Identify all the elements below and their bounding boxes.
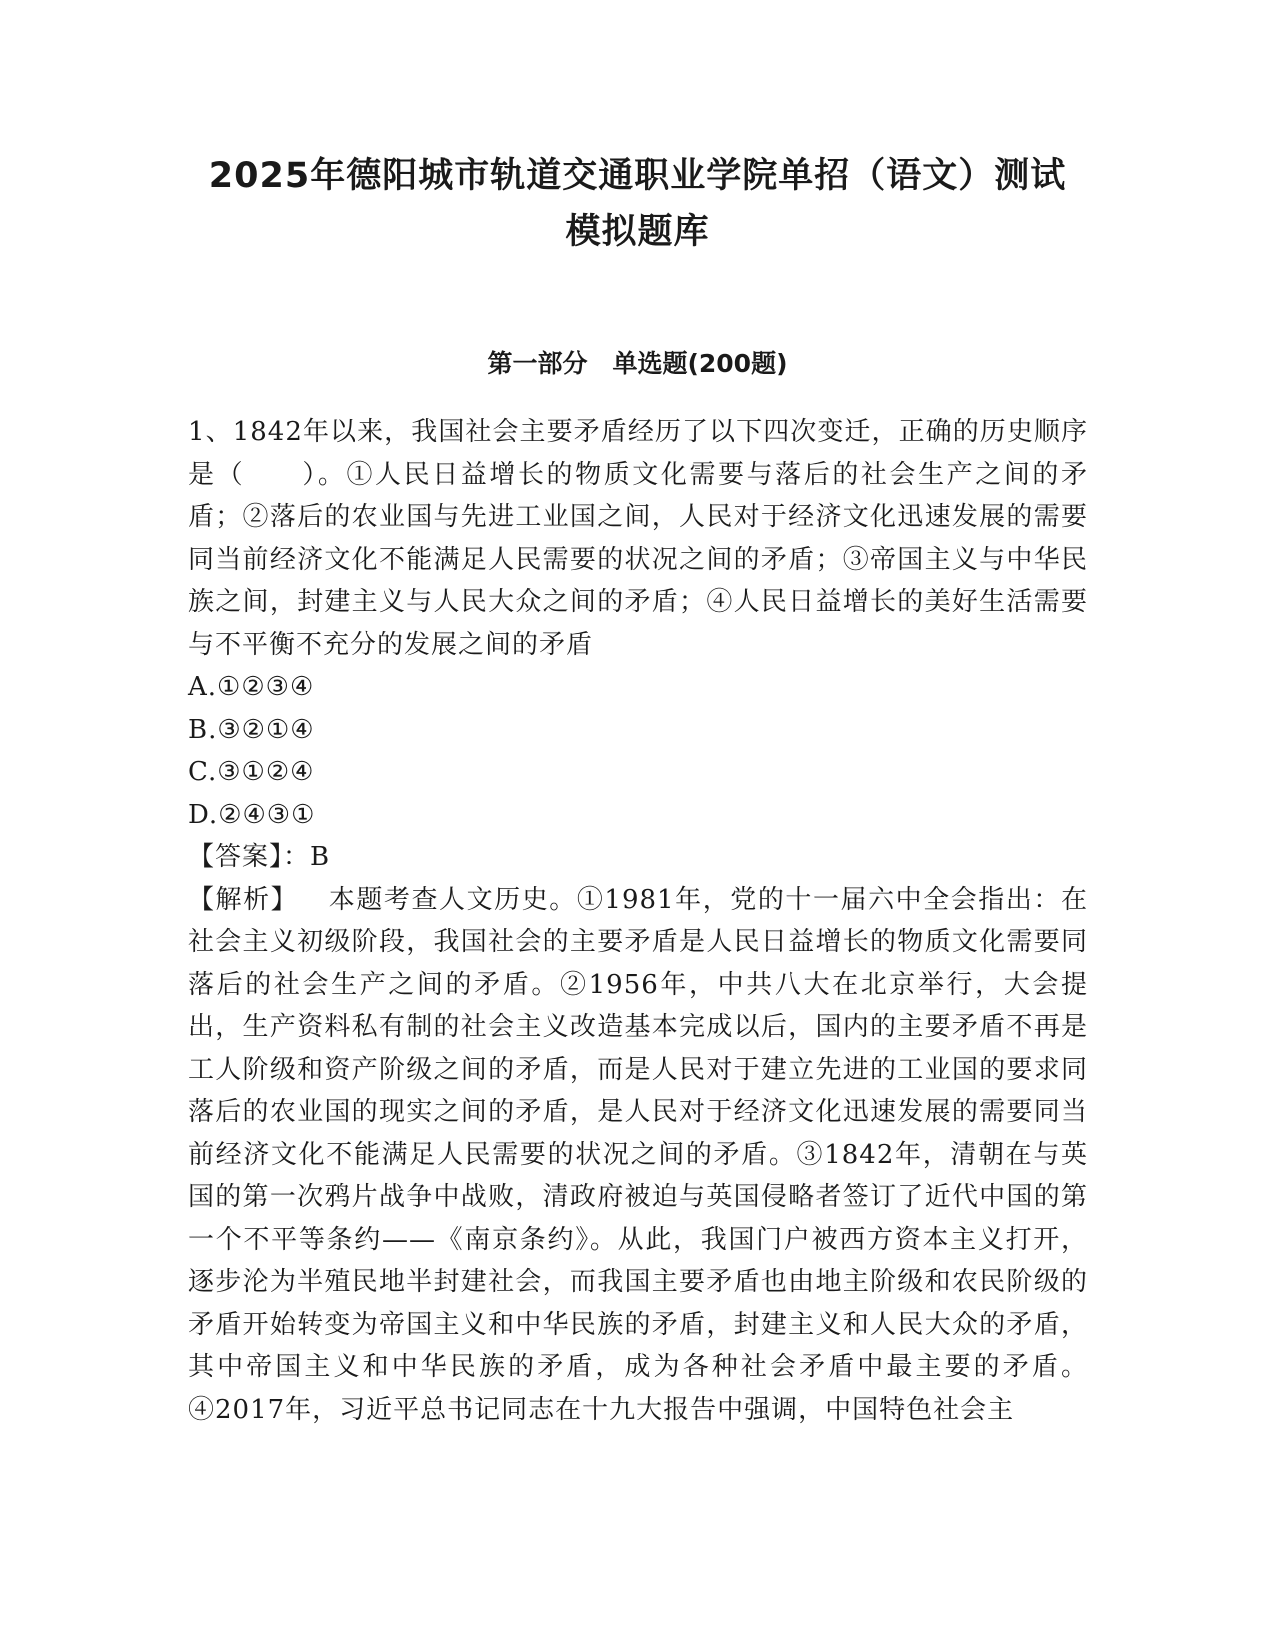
option-text: ①②③④ [217,672,315,702]
option-label: C. [188,757,218,787]
analysis-paragraph [188,879,1088,1432]
question-stem [188,411,1088,666]
document-title-line-1: 2025年德阳城市轨道交通职业学院单招（语文）测试 [208,156,1067,196]
option-text: ③①②④ [217,757,315,787]
section-heading: 第一部分 单选题(200题) [487,349,788,378]
option-text: ②④③① [218,799,316,830]
option-label: B. [188,714,218,745]
answer-separator: ： [283,842,311,872]
question-block [188,411,1088,1431]
option-a [188,666,1088,709]
question-stem-text: 1842年以来，我国社会主要矛盾经历了以下四次变迁，正确的历史顺序是（ ）。①人民日益增长的物质文化需要与落后的社会生产之间的矛盾；②落后的农业国与先进工业国之间，人民对于经济文化迅速发展的需要同当前经济文化不能满足人民需要的状况之间的矛盾；③帝国主义与中华民族之间，封建主义与人民大众之间的矛盾；④人民日益增长的美好生活需要与不平衡不充分的发展之间的矛盾 [188,417,1089,660]
option-text: ③②①④ [217,714,315,745]
answer-tag: 【答案】 [188,842,284,872]
option-label: D. [188,799,219,830]
option-c [188,751,1088,794]
document-title [150,148,1125,260]
option-d [188,794,1088,837]
answer-line [188,836,1088,879]
option-b [188,709,1088,752]
document-title-line-2: 模拟题库 [565,212,710,252]
analysis-text: 本题考查人文历史。①1981年，党的十一届六中全会指出：在社会主义初级阶段，我国社会的主要矛盾是人民日益增长的物质文化需要同落后的社会生产之间的矛盾。②1956年，中共八大在北京举行，大会提出，生产资料私有制的社会主义改造基本完成以后，国内的主要矛盾不再是工人阶级和资产阶级之间的矛盾，而是人民对于建立先进的工业国的要求同落后的农业国的现实之间的矛盾，是人民对于经济文化迅速发展的需要同当前经济文化不能满足人民需要的状况之间的矛盾。③1842年，清朝在与英国的第一次鸦片战争中战败，清政府被迫与英国侵略者签订了近代中国的第一个不平等条约——《南京条约》。从此，我国门户被西方资本主义打开，逐步沦为半殖民地半封建社会，而我国主要矛盾也由地主阶级和农民阶级的矛盾开始转变为帝国主义和中华民族的矛盾，封建主义和人民大众的矛盾，其中帝国主义和中华民族的矛盾，成为各种社会矛盾中最主要的矛盾。④2017年，习近平总书记同志在十九大报告中强调，中国特色社会主 [188,884,1088,1425]
analysis-tag: 【解析】 [188,884,299,915]
question-number: 1、 [188,417,233,447]
option-label: A. [188,672,218,702]
answer-value: B [310,842,331,872]
